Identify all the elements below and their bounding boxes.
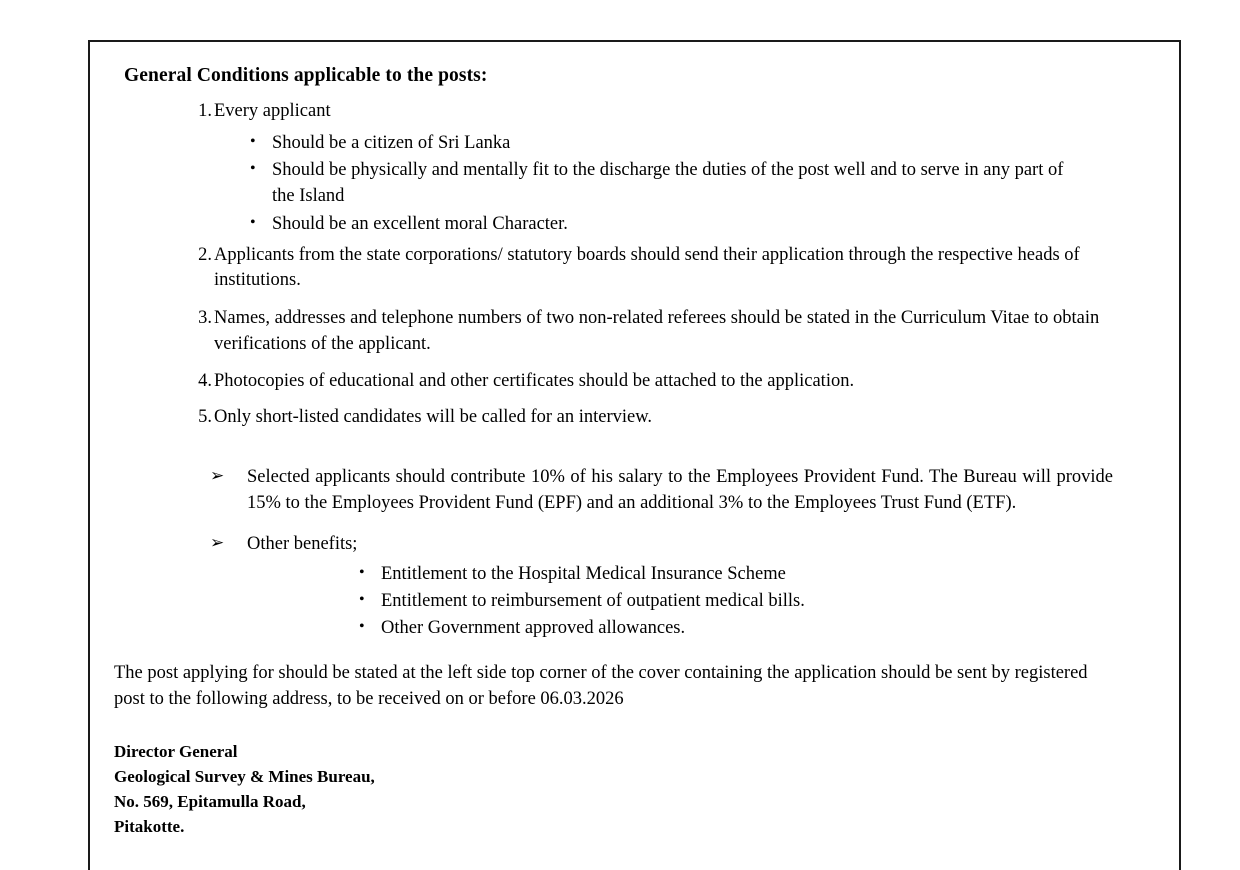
signature-address-block — [114, 740, 1155, 840]
list-item-text: Only short-listed candidates will be called for an interview. — [214, 406, 653, 427]
list-item — [114, 306, 1155, 357]
list-item-number: 4. — [198, 371, 212, 392]
bullet-dot-icon: • — [359, 563, 365, 581]
bullet-dot-icon: • — [359, 618, 365, 636]
list-item-text: Selected applicants should contribute 10% of his salary to the Employees Provident Fund. The Bureau will provide 15% to the Employees Provident Fund (EPF) and an additional 3% to the Employees Trust Fund (ETF). — [247, 467, 1113, 514]
list-item-number: 1. — [198, 101, 212, 122]
list-item — [214, 130, 1155, 156]
bullet-arrow-icon: ➢ — [210, 466, 225, 487]
applicant-requirements-list — [214, 130, 1155, 237]
benefits-list — [114, 464, 1155, 642]
list-item-text: Entitlement to reimbursement of outpatient medical bills. — [381, 591, 805, 612]
bullet-dot-icon: • — [250, 132, 256, 150]
list-item — [247, 615, 1155, 641]
closing-paragraph: The post applying for should be stated at the left side top corner of the cover containing the application should be sent by registered post to the following address, to be received on or before 06.03.2026 — [114, 662, 1088, 709]
list-item-number: 5. — [198, 406, 212, 427]
bullet-dot-icon: • — [250, 213, 256, 231]
address-line-title: Director General — [114, 742, 238, 762]
list-item — [114, 405, 1155, 431]
bullet-dot-icon: • — [250, 160, 256, 178]
list-item — [247, 561, 1155, 587]
general-conditions-list — [114, 99, 1155, 430]
list-item — [114, 369, 1155, 395]
other-benefits-list — [247, 561, 1155, 642]
list-item — [114, 99, 1155, 237]
address-line-street: No. 569, Epitamulla Road, — [114, 792, 306, 812]
bullet-dot-icon: • — [359, 591, 365, 609]
bullet-arrow-icon: ➢ — [210, 532, 225, 553]
address-line-organization: Geological Survey & Mines Bureau, — [114, 767, 375, 787]
list-item-text-continued: the Island — [272, 186, 345, 207]
list-item-text: Other benefits; — [247, 533, 358, 554]
list-item-number: 3. — [198, 307, 212, 328]
list-item — [214, 157, 1155, 210]
page-title: General Conditions applicable to the posts: — [124, 65, 488, 86]
document-body — [90, 42, 1179, 840]
list-item — [214, 211, 1155, 237]
list-item-text: Should be an excellent moral Character. — [272, 213, 568, 234]
list-item-text: Entitlement to the Hospital Medical Insurance Scheme — [381, 563, 786, 584]
list-item-text: Should be physically and mentally fit to the discharge the duties of the post well and to serve in any part of — [272, 160, 1064, 181]
list-item — [114, 243, 1155, 294]
list-item-text: Applicants from the state corporations/ statutory boards should send their application through the respective heads of institutions. — [214, 244, 1080, 291]
list-item — [114, 464, 1155, 517]
list-item-text: Photocopies of educational and other certificates should be attached to the application. — [214, 371, 855, 392]
document-page — [88, 40, 1181, 870]
list-item-text: Every applicant — [214, 101, 331, 122]
list-item-text: Should be a citizen of Sri Lanka — [272, 132, 511, 153]
list-item — [114, 531, 1155, 642]
address-line-city: Pitakotte. — [114, 817, 185, 837]
list-item-text: Names, addresses and telephone numbers of two non-related referees should be stated in the Curriculum Vitae to obtain verifications of the applicant. — [214, 307, 1100, 354]
list-item — [247, 588, 1155, 614]
list-item-number: 2. — [198, 244, 212, 265]
list-item-text: Other Government approved allowances. — [381, 618, 686, 639]
